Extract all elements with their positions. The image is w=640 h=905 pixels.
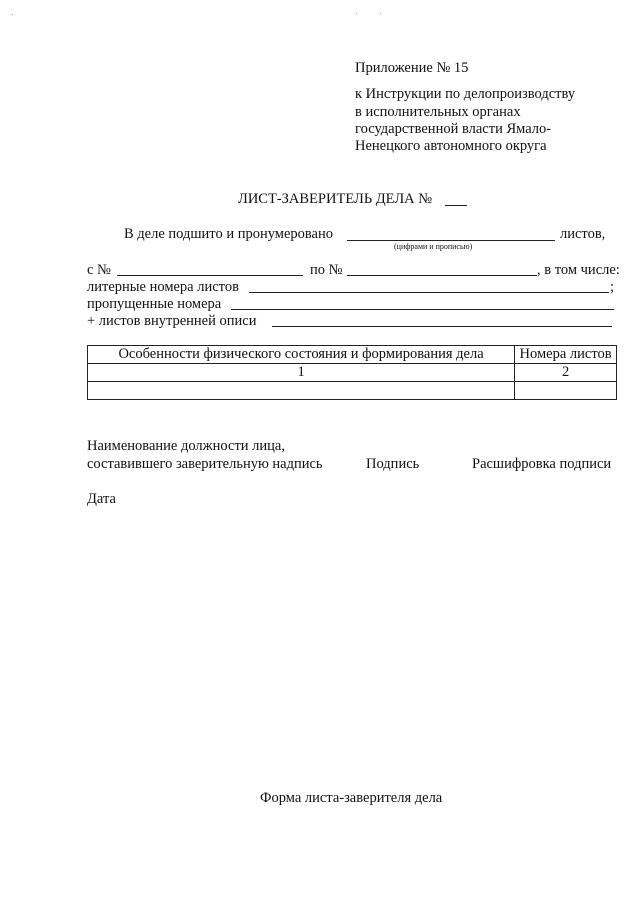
signature-label: Подпись bbox=[366, 456, 420, 472]
row3-label: литерные номера листов bbox=[87, 279, 239, 295]
appendix-line-1: к Инструкции по делопроизводству bbox=[355, 86, 576, 102]
row1-hint: (цифрами и прописью) bbox=[394, 242, 473, 251]
table-cell: 1 bbox=[88, 364, 515, 382]
table-cell: 2 bbox=[515, 364, 617, 382]
table-header-cell: Особенности физического состояния и формирования дела bbox=[88, 346, 515, 364]
case-number-line bbox=[445, 205, 467, 206]
table-cell[interactable] bbox=[88, 382, 515, 400]
row2-to-label: по № bbox=[310, 262, 343, 278]
appendix-line-2: в исполнительных органах bbox=[355, 104, 521, 120]
signature-decode-label: Расшифровка подписи bbox=[472, 456, 612, 472]
table-number-row bbox=[88, 364, 617, 382]
physical-state-table bbox=[87, 345, 617, 400]
scan-speck bbox=[12, 14, 13, 15]
row1-label: В деле подшито и пронумеровано bbox=[124, 226, 333, 242]
document-title: ЛИСТ-ЗАВЕРИТЕЛЬ ДЕЛА № bbox=[238, 191, 433, 207]
from-number-line bbox=[117, 275, 303, 276]
table-header-cell: Номера листов bbox=[515, 346, 617, 364]
position-label-line-2: составившего заверительную надпись bbox=[87, 456, 323, 472]
position-label-line-1: Наименование должности лица, bbox=[87, 438, 285, 454]
inventory-sheets-line bbox=[272, 326, 612, 327]
table-cell[interactable] bbox=[515, 382, 617, 400]
table-row bbox=[88, 382, 617, 400]
appendix-title: Приложение № 15 bbox=[355, 60, 469, 76]
row3-end: ; bbox=[610, 279, 615, 295]
row2-end: , в том числе: bbox=[537, 262, 620, 278]
date-label: Дата bbox=[87, 491, 116, 507]
table-header-row bbox=[88, 346, 617, 364]
row1-end: листов, bbox=[560, 226, 606, 242]
scan-speck bbox=[356, 13, 357, 14]
appendix-line-3: государственной власти Ямало- bbox=[355, 121, 552, 137]
form-caption: Форма листа-заверителя дела bbox=[260, 790, 443, 806]
row2-from-label: с № bbox=[87, 262, 111, 278]
appendix-line-4: Ненецкого автономного округа bbox=[355, 138, 547, 154]
missing-numbers-line bbox=[231, 309, 614, 310]
letter-numbers-line bbox=[249, 292, 609, 293]
scan-speck bbox=[380, 13, 381, 14]
sheets-count-line bbox=[347, 240, 555, 241]
row4-label: пропущенные номера bbox=[87, 296, 222, 312]
row5-label: + листов внутренней описи bbox=[87, 313, 257, 329]
to-number-line bbox=[347, 275, 537, 276]
